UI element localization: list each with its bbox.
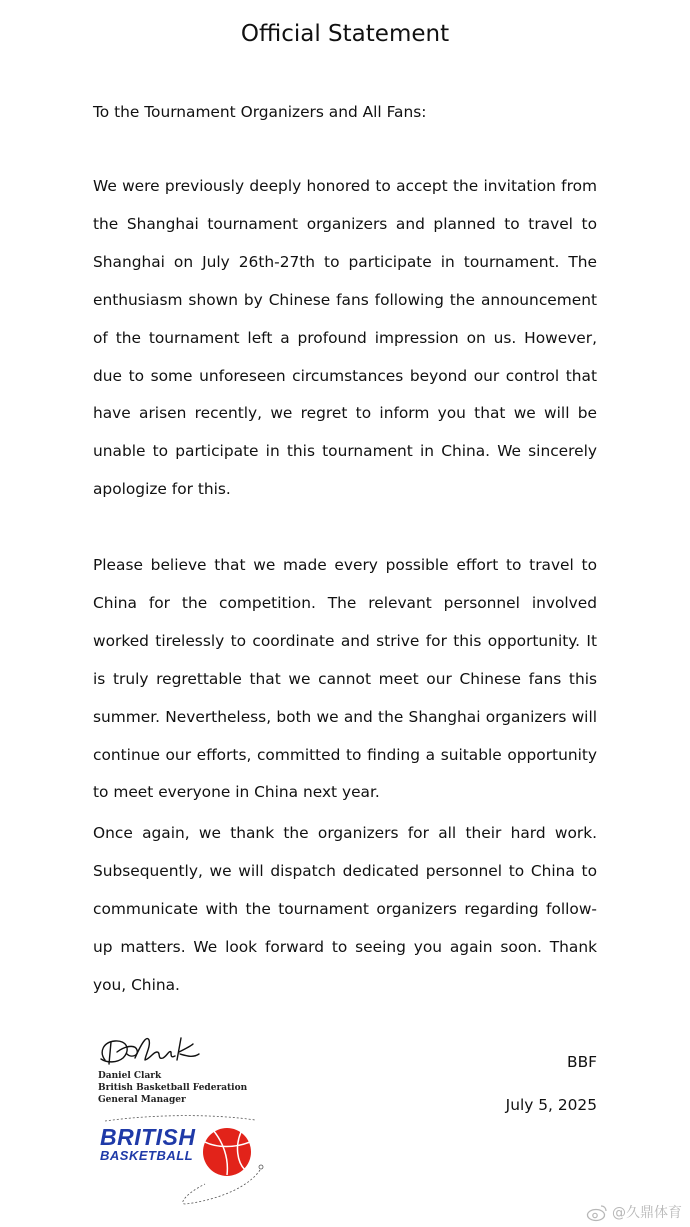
logo-line-basketball: BASKETBALL: [100, 1148, 194, 1163]
logo-line-british: BRITISH: [100, 1124, 196, 1150]
signatory-name: Daniel Clark: [98, 1071, 162, 1081]
signatory-role: General Manager: [98, 1095, 186, 1105]
handwritten-signature: [95, 1030, 205, 1072]
sign-off-org: BBF: [567, 1053, 597, 1071]
page-title: Official Statement: [240, 21, 450, 47]
source-watermark: [586, 1203, 682, 1223]
salutation: To the Tournament Organizers and All Fans:: [93, 103, 427, 121]
signatory-organization: British Basketball Federation: [98, 1083, 248, 1093]
paragraph-2: Please believe that we made every possible effort to travel to China for the competition. The relevant personnel involved worked tirelessly to coordinate and strive for this opportunity. It is truly regrettable that we cannot meet our Chinese fans this summer. Nevertheless, both we and the Shanghai organizers will continue our efforts, committed to finding a suitable opportunity to meet everyone in China next year.: [93, 556, 597, 802]
statement-date: July 5, 2025: [505, 1096, 597, 1114]
logo-wordmark: [100, 1126, 196, 1164]
signatory-details: [98, 1070, 298, 1106]
british-basketball-logo: [95, 1112, 285, 1212]
paragraph-3: Once again, we thank the organizers for all their hard work. Subsequently, we will dispatch dedicated personnel to China to communicate with the tournament organizers regarding follow-up matters. We look forward to seeing you again soon. Thank you, China.: [93, 824, 597, 994]
watermark-text: @久鼎体育: [612, 1205, 682, 1221]
paragraph-1: We were previously deeply honored to accept the invitation from the Shanghai tournament organizers and planned to travel to Shanghai on July 26th-27th to participate in tournament. The enthusiasm shown by Chinese fans following the announcement of the tournament left a profound impression on us. However, due to some unforeseen circumstances beyond our control that have arisen recently, we regret to inform you that we will be unable to participate in this tournament in China. We sincerely apologize for this.: [93, 177, 597, 499]
weibo-icon: [586, 1204, 608, 1222]
